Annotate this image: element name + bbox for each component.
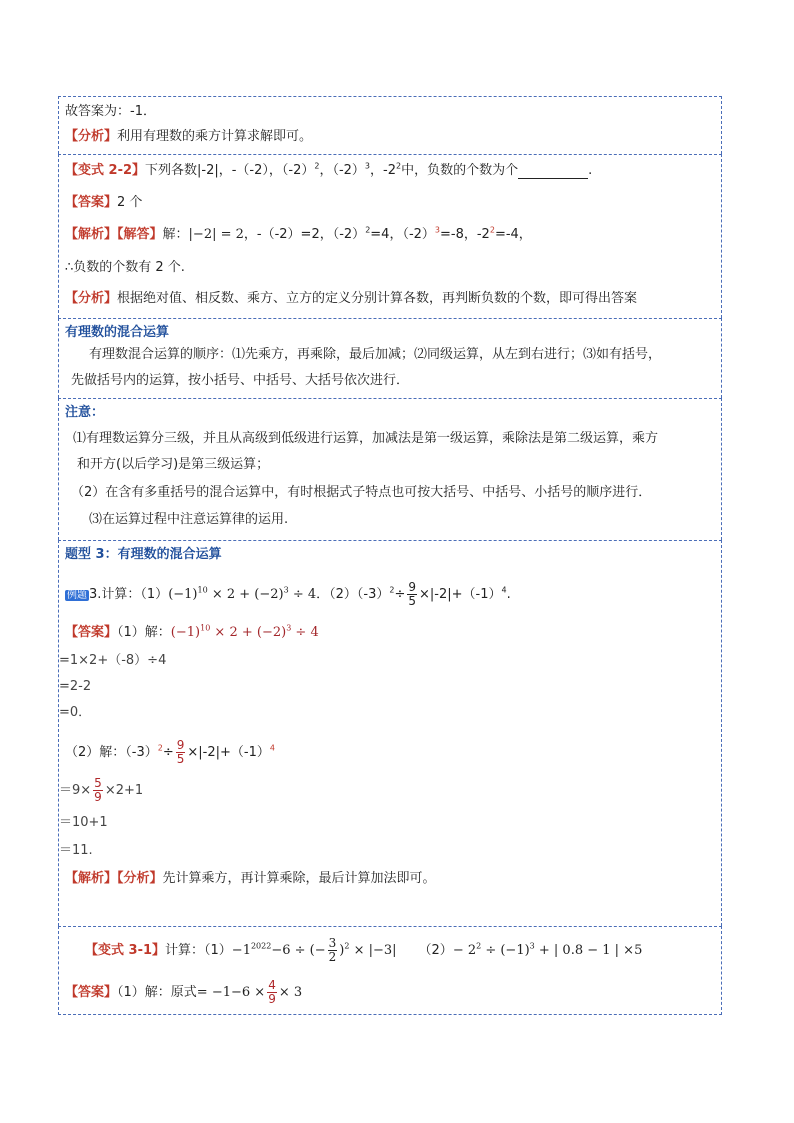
fraction (407, 581, 417, 608)
math-part: ) (339, 943, 345, 958)
denominator: 5 (176, 752, 185, 766)
fraction (176, 739, 186, 766)
answer-line (65, 979, 302, 1006)
math-part: ÷ 4 (288, 587, 317, 602)
question-end: . (506, 587, 511, 602)
exponent: 3 (529, 941, 535, 951)
answer-part: ×|-2|+（-1） (187, 745, 270, 760)
exponent: 10 (197, 585, 208, 595)
example-tag: 例题 (67, 590, 87, 601)
type-title-text: 题型 3：有理数的混合运算 (65, 547, 222, 562)
exponent: 4 (269, 743, 275, 753)
analysis-text: 利用有理数的乘方计算求解即可。 (117, 129, 313, 144)
exponent: 2 (476, 941, 482, 951)
step-line (59, 705, 91, 721)
denominator: 9 (268, 992, 276, 1006)
math-part: × |−3| (349, 943, 397, 958)
question-part: ，（-2） (319, 163, 365, 178)
notes-title (65, 405, 104, 421)
math-part: − 2 (452, 943, 477, 958)
question-part: （2） (418, 943, 453, 958)
answer-part-2 (65, 739, 275, 766)
operator: ÷ (162, 745, 174, 760)
section-type-3 (58, 540, 722, 926)
exponent: 3 (434, 225, 441, 235)
analysis-text: 先计算乘方，再计算乘除，最后计算加法即可。 (162, 871, 436, 886)
math-part: ÷ (−1) (481, 943, 530, 958)
answer-math: × 3 (278, 985, 303, 1000)
note-text: ⑴有理数运算分三级，并且从高级到低级进行运算，加减法是第一级运算，乘除法是第二级运算，乘方 (73, 431, 659, 446)
note-line (71, 485, 651, 501)
denominator: 2 (328, 950, 337, 964)
conclusion-line (65, 260, 185, 276)
variant-question (65, 163, 592, 179)
solution-part: =4，（-2） (370, 227, 435, 242)
section-notes (58, 398, 722, 540)
question-part: 3.计算：（1） (89, 587, 169, 602)
step-text: ＝9× (59, 783, 92, 798)
step-line (59, 843, 93, 859)
note-text: （2）在含有多重括号的混合运算中，有时根据式子特点也可按大括号、中括号、小括号的顺序进行． (71, 485, 652, 500)
answer-part: （2）解：（-3） (65, 745, 158, 760)
numerator: 5 (94, 776, 102, 790)
step-line (59, 777, 143, 804)
exponent: 4 (501, 585, 507, 595)
answer-line (65, 104, 156, 120)
step-line (59, 653, 166, 669)
question-part: 计算：（1） (165, 943, 232, 958)
solution-part: =-4， (494, 227, 532, 242)
operator: ÷ (394, 587, 406, 602)
analysis-line (65, 291, 637, 307)
math-part: (−1) (168, 587, 198, 602)
answer-value: 2 个 (117, 195, 143, 210)
question-part: ．（2）（-3） (316, 587, 390, 602)
paragraph-line (89, 347, 661, 363)
step-line (59, 815, 108, 831)
example-question (65, 581, 511, 608)
exponent: 10 (200, 623, 211, 633)
solution-tag: 【解析】 (65, 227, 118, 242)
numerator: 9 (408, 580, 416, 594)
note-line (73, 431, 658, 447)
denominator: 9 (94, 790, 102, 804)
numerator: 3 (328, 936, 337, 950)
solution-part: ，-（-2）=2，（-2） (243, 227, 366, 242)
answer-line (65, 195, 142, 211)
variant-tag: 【变式 2-2】 (65, 163, 146, 178)
answer-text: 故答案为：-1． (65, 104, 156, 119)
math-part: + | 0.8 − 1 | ×5 (534, 943, 643, 958)
answer-part: （1）解：原式 (117, 985, 197, 1000)
math-part: (−1) (170, 625, 201, 640)
section-title (65, 325, 169, 341)
exponent: 2 (365, 225, 371, 235)
exponent: 3 (364, 161, 371, 171)
analysis-text: 根据绝对值、相反数、乘方、立方的定义分别计算各数，再判断负数的个数，即可得出答案 (117, 291, 638, 306)
exponent: 2 (389, 585, 395, 595)
exponent: 2 (489, 225, 495, 235)
section-variant-3-1 (58, 926, 722, 1015)
answer-blank (518, 166, 588, 179)
note-line (77, 457, 269, 473)
answer-line (65, 625, 319, 641)
fraction (267, 979, 277, 1006)
section-title-text: 有理数的混合运算 (65, 325, 170, 340)
question-part: ×|-2|+（-1） (419, 587, 502, 602)
paragraph-text: 先做括号内的运算，按小括号、中括号、大括号依次进行． (71, 373, 410, 388)
question-math (168, 587, 316, 602)
question-part: 下列各数|-2|，-（-2），（-2） (145, 163, 315, 178)
solution-part: 解： (162, 227, 189, 242)
solution-line (65, 227, 532, 243)
analysis-tag: 【分析】 (117, 871, 163, 886)
question-end: . (588, 163, 593, 178)
paragraph-text: 有理数混合运算的顺序：⑴先乘方，再乘除，最后加减；⑵同级运算，从左到右进行；⑶如有括号， (89, 347, 662, 362)
document-page (58, 96, 722, 1015)
math-part: −1 (231, 943, 251, 958)
solution-part: =-8，-2 (440, 227, 490, 242)
step-text: =0． (59, 705, 92, 720)
step-text: ＝10+1 (59, 815, 108, 830)
type-title (65, 547, 222, 563)
math-part: × 2 + (−2) (210, 625, 287, 640)
fraction (328, 937, 338, 964)
note-line (89, 512, 288, 528)
numerator: 9 (176, 738, 185, 752)
step-text: =1×2+（-8）÷4 (59, 653, 167, 668)
math-part: −6 ÷ (− (271, 943, 326, 958)
variant-tag: 【变式 3-1】 (85, 943, 166, 958)
note-text: 和开方(以后学习)是第三级运算； (77, 457, 270, 472)
solution-tag: 【解析】 (65, 871, 118, 886)
answer-tag: 【答案】 (65, 625, 118, 640)
step-text: =2-2 (59, 679, 92, 694)
denominator: 5 (408, 594, 416, 608)
math-part: × 2 + (−2) (207, 587, 284, 602)
answer-part: （1）解： (117, 625, 171, 640)
step-text: ×2+1 (104, 783, 144, 798)
analysis-line (65, 871, 436, 887)
note-text: ⑶在运算过程中注意运算律的运用. (89, 512, 289, 527)
conclusion-text: ∴负数的个数有 2 个. (65, 260, 185, 275)
section-mixed-operations (58, 318, 722, 398)
exponent: 2 (344, 941, 350, 951)
solution-math: |−2| = 2 (188, 227, 244, 242)
variant-question (85, 937, 642, 964)
analysis-tag: 【分析】 (65, 129, 118, 144)
exponent: 2 (157, 743, 163, 753)
numerator: 4 (268, 978, 276, 992)
exponent: 3 (286, 623, 292, 633)
question-math (231, 936, 397, 964)
section-variant-2-2 (58, 154, 722, 318)
answer-math (171, 625, 319, 640)
exponent: 2022 (250, 941, 272, 951)
section-previous-answer (58, 96, 722, 154)
exponent: 3 (283, 585, 289, 595)
math-part: ÷ 4 (291, 625, 319, 640)
answer-detail-tag: 【解答】 (117, 227, 163, 242)
paragraph-line (71, 373, 409, 389)
answer-tag: 【答案】 (65, 195, 118, 210)
question-part: ，-2 (370, 163, 396, 178)
notes-title-text: 注意： (65, 405, 105, 420)
question-math (453, 943, 643, 958)
answer-math: = −1−6 × (196, 985, 266, 1000)
question-part: 中，负数的个数为个 (401, 163, 519, 178)
analysis-line (65, 129, 312, 145)
exponent: 2 (314, 161, 320, 171)
exponent: 2 (395, 161, 402, 171)
step-line (59, 679, 91, 695)
fraction (93, 777, 103, 804)
analysis-tag: 【分析】 (65, 291, 118, 306)
step-text: ＝11. (59, 843, 93, 858)
answer-tag: 【答案】 (65, 985, 118, 1000)
